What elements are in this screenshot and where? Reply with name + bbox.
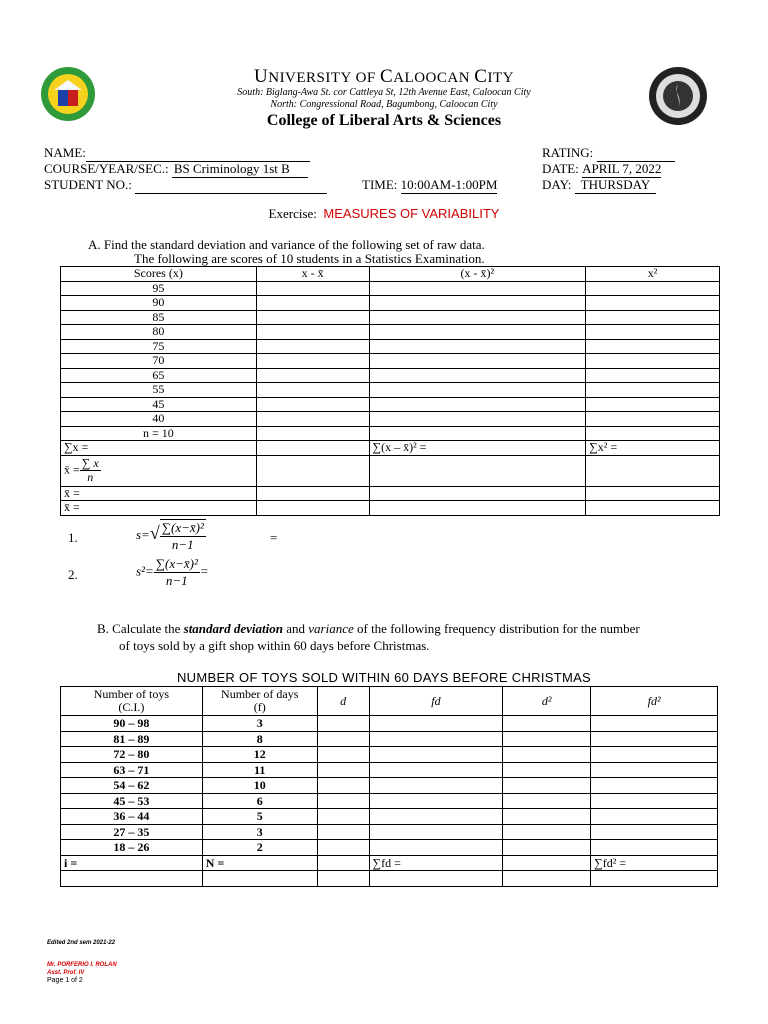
table-cell [586,426,720,441]
table-cell[interactable] [586,383,720,398]
mean-value-1: x̄ = [61,486,257,501]
formula-2-number: 2. [68,567,78,582]
table-cell: 18 – 26 [61,840,203,856]
table-cell[interactable] [586,354,720,369]
table-cell[interactable] [317,824,369,840]
table-row [61,368,720,383]
table-cell[interactable] [369,281,586,296]
table-cell [202,871,317,887]
table-cell [586,501,720,516]
table-cell [256,501,369,516]
header-class-interval: Number of toys (C.I.) [61,687,203,716]
author-name: Mr. PORFERIO I. ROLAN [47,962,117,968]
table-cell[interactable] [503,793,591,809]
table-cell [61,871,203,887]
sum-x: ∑x = [61,441,257,456]
table-cell[interactable] [586,412,720,427]
table-cell: 3 [202,824,317,840]
exercise-heading: Exercise: MEASURES OF VARIABILITY [268,206,500,221]
table-cell: 95 [61,281,257,296]
table-cell[interactable] [586,397,720,412]
table-cell [369,486,586,501]
table-cell[interactable] [503,747,591,763]
table-row [61,325,720,340]
table-cell[interactable] [369,840,503,856]
time-field: TIME: 10:00AM-1:00PM [362,177,498,192]
header-deviation: x - x̄ [256,267,369,282]
mean-formula-row [61,455,720,486]
table-cell: 27 – 35 [61,824,203,840]
table-cell[interactable] [317,716,369,732]
table-cell[interactable] [586,310,720,325]
table-cell: 80 [61,325,257,340]
table-cell[interactable] [591,731,718,747]
table-cell: 90 – 98 [61,716,203,732]
table-cell[interactable] [317,840,369,856]
table-cell: 55 [61,383,257,398]
sum-fd: ∑fd = [369,855,503,871]
table-cell[interactable] [591,793,718,809]
table-row [61,281,720,296]
table-header-row [61,687,718,716]
table-row [61,778,718,794]
table-cell[interactable] [256,339,369,354]
table-cell[interactable] [586,296,720,311]
table-cell[interactable] [591,778,718,794]
table-cell[interactable] [591,824,718,840]
table-cell[interactable] [369,824,503,840]
table-cell: 90 [61,296,257,311]
student-no-field[interactable]: STUDENT NO.: [44,177,327,194]
frequency-table [60,686,718,887]
table-cell[interactable] [369,325,586,340]
formula-1-number: 1. [68,530,78,545]
table-row [61,731,718,747]
table-cell[interactable] [586,281,720,296]
university-name: UNIVERSITY OF CALOOCAN CITY [254,66,514,87]
table-cell[interactable] [256,325,369,340]
table-row [61,747,718,763]
table-cell[interactable] [591,716,718,732]
table-cell [503,855,591,871]
table-cell: 10 [202,778,317,794]
author-position: Asst. Prof. IV [47,970,85,976]
table-cell[interactable] [591,762,718,778]
formula-std-dev: s=√ $\frac{\text{∑(x−x̄)²}}{n-1}$ [136,520,204,552]
table-cell[interactable] [256,368,369,383]
part-b-instruction: B. Calculate the standard deviation and variance of the following frequency distribution for the number [97,621,640,636]
table-cell[interactable] [369,397,586,412]
header-scores: Scores (x) [61,267,257,282]
table-cell[interactable] [369,383,586,398]
edited-note: Edited 2nd sem 2021-22 [47,940,116,946]
table-cell [256,426,369,441]
table-cell: 45 – 53 [61,793,203,809]
table-row [61,809,718,825]
table-cell[interactable] [369,310,586,325]
table-row [61,310,720,325]
rating-field[interactable]: RATING: [542,145,675,162]
table-cell: 2 [202,840,317,856]
header-d: d [317,687,369,716]
sum-row [61,855,718,871]
table-cell[interactable] [256,412,369,427]
table-cell [369,455,586,486]
header-fd-squared: fd² [591,687,718,716]
table-cell[interactable] [317,762,369,778]
table-cell[interactable] [317,778,369,794]
part-b-instruction-line2: of toys sold by a gift shop within 60 days before Christmas. [119,638,430,653]
table-cell[interactable] [591,809,718,825]
table-row [61,793,718,809]
table-cell[interactable] [317,731,369,747]
table-row [61,296,720,311]
date-field: DATE: APRIL 7, 2022 [542,161,662,176]
raw-data-table [60,266,720,516]
table-row [61,412,720,427]
table-cell: 5 [202,809,317,825]
sum-row [61,441,720,456]
table-cell [317,855,369,871]
header-d-squared: d² [503,687,591,716]
table-cell[interactable] [503,824,591,840]
table-cell[interactable] [369,339,586,354]
table-cell: 6 [202,793,317,809]
table-cell[interactable] [586,325,720,340]
table-cell: 36 – 44 [61,809,203,825]
table-cell: 63 – 71 [61,762,203,778]
n-count: n = 10 [61,426,257,441]
header-deviation-squared: (x - x̄)² [369,267,586,282]
address-line-1: South: Biglang-Awa St. cor Cattleya St, 12th Avenue East, Caloocan City [237,87,531,98]
table-cell: 70 [61,354,257,369]
table-cell[interactable] [503,778,591,794]
table-cell[interactable] [369,793,503,809]
table-cell[interactable] [369,747,503,763]
header-fd: fd [369,687,503,716]
table-cell[interactable] [256,354,369,369]
table-cell[interactable] [369,412,586,427]
table-cell[interactable] [369,809,503,825]
formula-1-equals: = [270,530,278,545]
mean-row [61,486,720,501]
table-cell: 85 [61,310,257,325]
table-cell: 40 [61,412,257,427]
table-cell[interactable] [369,296,586,311]
table-cell [503,871,591,887]
table-cell [256,441,369,456]
table-cell: 11 [202,762,317,778]
table-cell [369,871,503,887]
mean-value-2: x̄ = [61,501,257,516]
exercise-title: MEASURES OF VARIABILITY [323,206,500,221]
table-cell[interactable] [256,397,369,412]
table-cell[interactable] [256,310,369,325]
table-cell[interactable] [591,840,718,856]
table-cell[interactable] [369,762,503,778]
course-field[interactable]: COURSE/YEAR/SEC.: BS Criminology 1st B [44,161,308,178]
table-row [61,397,720,412]
address-line-2: North: Congressional Road, Bagumbong, Caloocan City [270,99,498,110]
header-x-squared: x² [586,267,720,282]
table-cell[interactable] [317,747,369,763]
table-cell [369,501,586,516]
table-row [61,354,720,369]
table-cell [586,455,720,486]
table-cell[interactable] [369,731,503,747]
day-field: DAY: THURSDAY [542,177,656,194]
part-a-instruction: A. Find the standard deviation and variance of the following set of raw data. [88,237,485,252]
table-cell[interactable] [369,778,503,794]
mean-row [61,501,720,516]
mean-formula: x̄ = $\frac{\sum x}{n}$ [61,455,257,486]
table-header-row [61,267,720,282]
table-cell[interactable] [586,368,720,383]
table-cell[interactable] [317,793,369,809]
table-cell[interactable] [369,716,503,732]
table-cell [591,871,718,887]
table-row [61,824,718,840]
table-row [61,383,720,398]
table-cell [256,455,369,486]
table-row [61,762,718,778]
table-row [61,840,718,856]
table-cell[interactable] [503,731,591,747]
n-row [61,426,720,441]
sum-fd-squared: ∑fd² = [591,855,718,871]
table-cell[interactable] [317,809,369,825]
name-field[interactable]: NAME: [44,145,310,162]
table-cell: 3 [202,716,317,732]
table-cell[interactable] [503,840,591,856]
table-cell: 54 – 62 [61,778,203,794]
table-cell [317,871,369,887]
table-cell: 72 – 80 [61,747,203,763]
table-cell[interactable] [586,339,720,354]
table-cell: 75 [61,339,257,354]
table-cell: 65 [61,368,257,383]
table-cell [586,486,720,501]
total-frequency: N = [202,855,317,871]
sum-x-squared: ∑x² = [586,441,720,456]
interval-size: i = [61,855,203,871]
table-row [61,716,718,732]
formula-variance: s²= $\frac{\text{∑(x−x̄)²}}{n-1}$ = [136,556,209,588]
table-cell[interactable] [503,809,591,825]
frequency-table-title: NUMBER OF TOYS SOLD WITHIN 60 DAYS BEFORE CHRISTMAS [176,670,592,685]
table-cell[interactable] [503,716,591,732]
college-name: College of Liberal Arts & Sciences [266,112,502,129]
part-a-subtitle: The following are scores of 10 students in a Statistics Examination. [134,251,485,266]
sum-dev-squared: ∑(x – x̄)² = [369,441,586,456]
header-frequency: Number of days (f) [202,687,317,716]
table-cell [256,486,369,501]
table-cell[interactable] [369,368,586,383]
table-cell[interactable] [503,762,591,778]
table-row [61,339,720,354]
table-cell: 45 [61,397,257,412]
table-cell[interactable] [256,296,369,311]
page-number: Page 1 of 2 [47,977,83,984]
table-cell: 12 [202,747,317,763]
table-cell: 81 – 89 [61,731,203,747]
table-cell[interactable] [256,383,369,398]
table-cell[interactable] [591,747,718,763]
blank-row [61,871,718,887]
table-cell [369,426,586,441]
table-cell[interactable] [369,354,586,369]
table-cell: 8 [202,731,317,747]
table-cell[interactable] [256,281,369,296]
